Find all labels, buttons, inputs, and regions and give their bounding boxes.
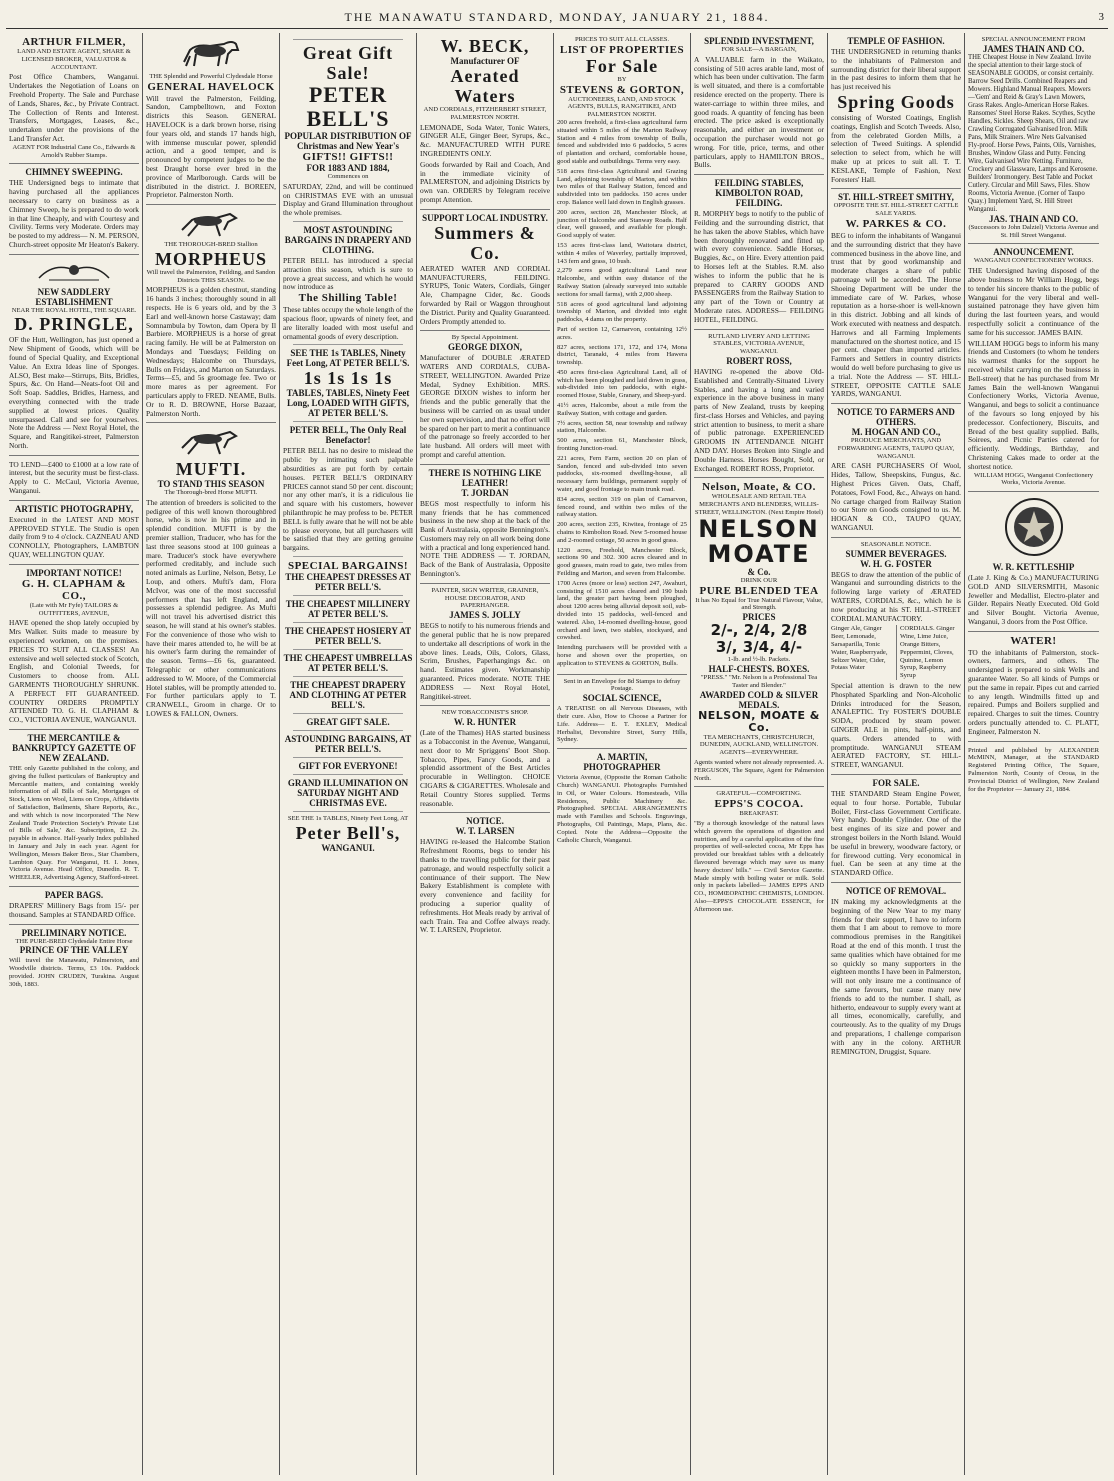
- bell-name: PETER BELL'S: [306, 82, 390, 131]
- bell-final: Peter Bell's,: [295, 822, 401, 843]
- summers-body: AERATED WATER AND CORDIAL MANUFACTURERS, FEILDING. SYRUPS, Tonic Waters, Cordials, Ginger Ale, Champagne Cider, &c. Goods forwarded by Rail or Waggon throughout the District. Purity and Quality Guaranteed. Orders Promptly attended to.: [420, 263, 550, 326]
- bell-body: SATURDAY, 22nd, and will be continued on CHRISTMAS EVE with an unusual Display and Grand Illumination throughout the whole premises.: [283, 181, 413, 218]
- column-3: [280, 33, 417, 1475]
- hogan-sub: PRODUCE MERCHANTS, AND FORWARDING AGENTS, TAUPO QUAY, WANGANUI.: [837, 437, 955, 460]
- ad-foster: [831, 538, 961, 775]
- column-7: [828, 33, 965, 1475]
- tables-loaded: TABLES, TABLES, Ninety Feet Long, LOADED WITH GIFTS, AT PETER BELL'S.: [286, 388, 410, 419]
- ad-mufti: [146, 423, 276, 723]
- nelson-merchants: TEA MERCHANTS, CHRISTCHURCH, DUNEDIN, AUCKLAND, WELLINGTON.: [699, 733, 819, 749]
- pringle-name: D. PRINGLE,: [14, 314, 134, 335]
- ad-temple-fashion: [831, 33, 961, 189]
- ad-hogan: [831, 404, 961, 538]
- splendid: SPLENDID INVESTMENT,: [704, 36, 814, 46]
- ad-summers: [420, 210, 550, 332]
- list-item: 827 acres, sections 171, 172, and 174, Mona district, Taranaki, 4 miles from Hawera township.: [557, 343, 687, 367]
- see-1s: SEE THE 1s TABLES, Ninety Feet Long, AT: [287, 814, 409, 822]
- nelson-drink: DRINK OUR: [740, 576, 778, 584]
- horse-icon: [176, 36, 246, 70]
- ad-kettleship: [968, 492, 1099, 632]
- mufti-sub: The Thorough-bred Horse MUFTI.: [164, 489, 258, 497]
- social-title: SOCIAL SCIENCE,: [582, 693, 662, 704]
- filmer-sub: LAND AND ESTATE AGENT, SHARE & LICENSED BROKER, VALUATOR & ACCOUNTANT.: [17, 48, 131, 71]
- page-number: 3: [1098, 11, 1104, 23]
- nelson-chests: HALF-CHESTS. BOXES.: [708, 664, 810, 675]
- clapham-name: G. H. CLAPHAM & CO.,: [21, 577, 127, 602]
- parkes-body: BEG to inform the inhabitants of Wanganui and the surrounding district that they have commenced business in the above line, and trust that by good workmanship and moderate charges a share of public patronage will be accorded. The Horse Shoeing Department will be under the immediate care of W. Parkes, whose reputation as a horse-shoer is well-known in this district. Jobbing and all kinds of Work executed with neatness and despatch. Harrows and all Farming Implements manufactured on the shortest notice, and 15 per cent. cheaper than imported articles. Farmers and Settlers in country districts would do well before purchasing to give us a trial. Note the Address — ST. HILL-STREET, OPPOSITE CATTLE SALE YARDS, WANGANUI.: [831, 230, 961, 399]
- nelson-press: "PRESS." "Mr. Nelson is a Professional Tea Taster and Blender.": [700, 674, 818, 689]
- ad-lend: [9, 456, 139, 501]
- imprint-text: Printed and published by ALEXANDER McMINN, Manager, at the STANDARD Registered Printing Office, The Square, Palmerston North, County of Oroua, in the Provincial District of Wellington, New Zealand for the Proprietor — January 21, 1884.: [968, 746, 1099, 793]
- removal: NOTICE OF REMOVAL.: [845, 885, 947, 896]
- pringle-body: OF the Hutt, Wellington, has just opened a New Shipment of Goods, which will be found of Special Quality, and Exceptional Value. An Extra Ideas line of Sponges. ALSO, Best make—Stirrups, Bits, Bridles, Spurs, &c. On Hand—Neats-foot Oil and Soft Soap. Saddles, Bridles, Harness, and everything connected with the trade supplied at lowest prices. Quality unsurpassed. Call and see for yourselves. Note the Address — Next Royal Hotel, the Square, and Rangitikei-street, Palmerston North.: [9, 335, 139, 450]
- clapham-body: HAVE opened the shop lately occupied by Mrs Walker. Suits made to measure by experienced workmen, on the premises. PRICES TO SUIT ALL CLASSES! An extensive and well selected stock of Scotch, English, and Colonial Tweeds, for Customers to choose from. ALL GARMENTS THOROUGHLY SHRUNK. A PERFECT FIT GUARANTEED. COUNTRY ORDERS PROMPTLY ATTENDED TO. G. H. CLAPHAM & CO., VICTORIA AVENUE, WANGANUI.: [9, 618, 139, 725]
- column-8: [965, 33, 1102, 1475]
- ad-paper-bags: [9, 887, 139, 925]
- announce: ANNOUNCEMENT.: [993, 247, 1074, 258]
- spring-body: consisting of Worsted Coatings, English coatings, English and Scotch Tweeds. Also, from the celebrated Gorden Mills, a selection of Tweed Suitings. A splendid selection to select from, which he will make up at prices to suit all. T. T. KESLAKE, Temple of Fashion, Next Foresters' Hall.: [831, 112, 961, 184]
- stables-title: FEILDING STABLES, KIMBOLTON ROAD, FEILDING.: [714, 178, 804, 209]
- thain-body: THE Cheapest House in New Zealand. Invite the special attention to their large stock of SEASONABLE GOODS, or consist certainly. Barrow Seed Drills. Combined Reapers and Mowers. Highland Manual Reapers. Mowers—'Gem' and Reid & Gray's Lawn Mowers, Grass Rakes. Anglo-American Horse Rakes. Ransomes' Steel Horse Rakes. Scythes, Scythe Handles, Sickles. Sheep Shears, Oil and raw Crawling Corrugated Galvanised Iron. Milk Pans, Milk Strainers. Wire Nets Galvanised Fly-proof. Horse Pews, Paints, Oils, Varnishes, Brushes, Window Glass and Putty. Fencing Wire, Galvanised Wire Netting. Furniture, Crockery and Glassware, Lamps and Kerosene. Builders' Ironmongery. Best Table and Pocket Cutlery. Circular and Mill Saws, Files. Show Rooms, Victoria Avenue. (Corner of Taupo Quay.) Implement Yard, St. Hill Street Wanganui.: [968, 53, 1098, 213]
- foster-body2: Special attention is drawn to the new Phosphated Sparkling and Non-Alcoholic Drinks introduced for the Season, ANALEPTIC. Try FOSTER'S DOUBLE SODA, produced by steam power. GINGER ALE in pints, half-pints, and quarts. Orders attended to with promptitude. WANGANUI STEAM AERATED FACTORY, ST. HILL-STREET, WANGANUI.: [831, 681, 961, 770]
- ad-social: [557, 675, 687, 750]
- prince-name: PRINCE OF THE VALLEY: [19, 945, 129, 956]
- ones: 1s 1s 1s 1s: [303, 368, 393, 389]
- cordials-left: Ginger Ale, Ginger Beer, Lemonade, Sarsaparilla, Tonic Water, Raspberryade, Seltzer Water, Cider, Potass Water: [831, 625, 888, 672]
- lend-body: TO LEND—£400 to £1000 at a low rate of interest, but the security must be first-class. Apply to C. McCaul, Victoria Avenue, Wanganui.: [9, 459, 139, 496]
- nelson-price-row-1: 2/-, 2/4, 2/8: [710, 621, 808, 640]
- summers: Summers & Co.: [434, 222, 536, 263]
- great-gift: GREAT GIFT SALE.: [306, 716, 390, 727]
- property-list: [557, 119, 687, 668]
- thain-name: JAMES THAIN AND CO.: [982, 43, 1085, 54]
- clapham-sub: (Late with Mr Fyfe) TAILORS & OUTFITTERS, AVENUE,: [29, 601, 119, 617]
- list-item: Part of section 12, Carnarvon, containing 12½ acres.: [557, 325, 687, 341]
- ad-water: [968, 632, 1099, 742]
- gifts: GIFTS!! GIFTS!!: [302, 151, 394, 163]
- ad-removal: [831, 883, 961, 1060]
- ad-chimney: [9, 164, 139, 254]
- ad-dixon: [420, 331, 550, 464]
- ad-engine-sale: [831, 775, 961, 883]
- thain-special: SPECIAL ANNOUNCEMENT FROM: [981, 36, 1086, 43]
- ad-larsen: [420, 813, 550, 939]
- list-item: 41½ acres, Halcombe, about a mile from the Railway Station, with cottage and garden.: [557, 402, 687, 417]
- for-sale: For Sale: [585, 55, 659, 76]
- cheapest-umbrellas: THE CHEAPEST UMBRELLAS AT PETER BELL'S.: [283, 652, 413, 673]
- morpheus-name: MORPHEUS: [154, 248, 267, 269]
- bell-commences: Commences on: [327, 173, 369, 180]
- see-tables: SEE THE 1s TABLES, Ninety Feet Long, AT PETER BELL'S.: [286, 348, 410, 369]
- paper-title: PAPER BAGS.: [44, 889, 104, 900]
- hogg-body: WILLIAM HOGG begs to inform his many friends and Customers (to whom he tenders his warmest thanks for the support he received whilst carrying on the business in Bell-street) that he has purchased from Mr James Bain the well-known Wanganui Confectionery Works, Victoria Avenue, Wanganui, and begs to solicit a continuance of the favours so long enjoyed by his predecessor. Confectionery, Biscuits, and Bread of the best quality supplied. Balls, Soirees, and Picnic Parties catered for efficiently. Weddings, Birthday, and Christening Cakes made to order at the shortest notice.: [968, 338, 1099, 471]
- forsale-body: THE STANDARD Steam Engine Power, equal to four horse. Portable, Tubular Boiler, First-class Government Certificate. Very handy. Double Cylinder. One of the best engines of its size and power and strongest boilers in the North Island. Would be useful in brewery, woodware factory, or for firewood cutting. Very economical in fuel. Can be seen at any time at the STANDARD Office.: [831, 788, 961, 878]
- paper-body: DRAPERS' Millinery Bags from 15/- per thousand. Samples at STANDARD Office.: [9, 900, 139, 919]
- fashion: TEMPLE OF FASHION.: [847, 36, 945, 46]
- list-item: 1220 acres, Freehold, Manchester Block, sections 90 and 302. 300 acres cleared and in good grasses, main road to gate, two miles from Feilding and Marton, and seven from Halcombe.: [557, 546, 687, 578]
- filmer-title: ARTHUR FILMER,: [22, 36, 126, 48]
- list-title: LIST OF PROPERTIES: [559, 43, 685, 56]
- masthead: [6, 6, 1108, 29]
- martin-sub: PHOTOGRAPHER: [583, 762, 661, 773]
- column-1: [6, 33, 143, 1475]
- rutland-title: RUTLAND LIVERY AND LETTING STABLES, VICTORIA AVENUE, WANGANUI.: [708, 332, 810, 356]
- forsale: FOR SALE.: [872, 777, 920, 788]
- masthead-title: THE MANAWATU STANDARD, MONDAY, JANUARY 21, 1884.: [344, 9, 770, 24]
- nelson-price-row-2: 3/, 3/4, 4/-: [715, 638, 803, 657]
- smithy: ST. HILL-STREET SMITHY,: [838, 192, 954, 203]
- col5-header: PRICES TO SUIT ALL CLASSES.: [574, 36, 670, 43]
- water-body: TO the inhabitants of Palmerston, stock-owners, farmers, and others. The undersigned is prepared to sink Wells and guarantee Water. So all kinds of Pumps or put the same in repair. Pipes cut and carried to any length. Windmills fitted up and repaired. Pumps and Boilers supplied and repaired. Charges to suit the times. Country orders punctually attended to. C. PLATT, Engineer, Palmerston N.: [968, 647, 1099, 736]
- bell-sub: POPULAR DISTRIBUTION OF Christmas and New Year's: [284, 131, 412, 151]
- column-6: [691, 33, 828, 1475]
- aerated: Aerated Waters: [450, 66, 520, 106]
- cheapest-millinery: THE CHEAPEST MILLINERY AT PETER BELL'S.: [285, 598, 411, 619]
- martin-body: Victoria Avenue, (Opposite the Roman Catholic Church) WANGANUI. Photographs Furnished in Oil, or Water Colours. Homesteads, Villa Residences, Public Machinery &c. Photographed. SPECIAL ARRANGEMENTS made with Families and Schools. Engravings, Photographs, Oil Paintings, Maps, Plans, &c. Copied. Note the Address—Opposite the Catholic Church, Wanganui.: [557, 774, 687, 844]
- thain-foot: JAS. THAIN AND CO.: [988, 213, 1079, 224]
- nelson-name2: NELSON, MOATE & Co.: [698, 708, 820, 734]
- grand: GRAND ILLUMINATION ON SATURDAY NIGHT AND CHRISTMAS EVE.: [287, 777, 409, 808]
- conf: WANGANUI CONFECTIONERY WORKS.: [973, 257, 1094, 265]
- foster-body: BEGS to draw the attention of the public of Wanganui and surrounding districts to the following large variety of ÆRATED WATERS, CORDIALS, &c., which he is now producing at his ST. HILL-STREET CORDIAL MANUFACTORY.: [831, 569, 961, 623]
- martin-name: A. MARTIN,: [596, 752, 648, 763]
- nelson-sub: WHOLESALE AND RETAIL TEA MERCHANTS AND BLENDERS, WILLIS-STREET, WELLINGTON. (Next Empire Hotel): [694, 493, 824, 517]
- cheapest-drapery: THE CHEAPEST DRAPERY AND CLOTHING AT PETER BELL'S.: [289, 679, 407, 710]
- bell-body3: PETER BELL has no desire to mislead the public by intimating such palpable absurdities as are put forth by certain houses. PETER BELL'S ORDINARY PRICES cannot stand 50 per cent. discount; nor any other man's, it is a ridiculous lie and square with his customers, however philanthropic he may profess to be. PETER BELL is fully aware that he will not be able to please everyone, but all purchasers will be satisfied that they are getting genuine bargains.: [283, 446, 413, 553]
- dixon-title: By Special Appointment.: [451, 334, 519, 342]
- havelock-body: Will travel the Palmerston, Feilding, Sandon, Campbelltown, and Foxton districts this Season. GENERAL HAVELOCK is a dark brown horse, rising four years old, and stands 17 hands high, with immense muscular power, splendid action, and a good temper, and is pronounced by competent judges to be the best Draught horse ever bred in the province of Marlborough. Cards will be distributed in the district. J. BOREEN, Proprietor. Palmerston North.: [146, 93, 276, 200]
- gift-title: Great Gift Sale!: [302, 43, 394, 83]
- cordials-table: [831, 625, 961, 680]
- racehorse-icon: [176, 208, 246, 238]
- astounding: ASTOUNDING BARGAINS, AT PETER BELL'S.: [284, 733, 412, 754]
- hogan-notice: NOTICE TO FARMERS AND OTHERS.: [837, 407, 955, 428]
- imprint: [968, 742, 1099, 798]
- bain-body: THE Undersigned having disposed of the above business to Mr William Hogg, begs to tender his sincere thanks to the public of Wanganui for the very liberal and well-sustained patronage they have given him during the last fourteen years, and would respectfully solicit a continuance of the same for his successor. JAMES BAIN.: [968, 266, 1099, 337]
- leather-title: THERE IS NOTHING LIKE LEATHER!: [428, 467, 542, 488]
- beck-list: LEMONADE, Soda Water, Tonic Waters, GINGER ALE, Ginger Beer, Syrups, &c., &c. MANUFACTURED WITH PURE INGREDIENTS ONLY.: [420, 122, 550, 158]
- nelson-big2: MOATE: [707, 539, 811, 568]
- ad-saddlery: [9, 255, 139, 456]
- jolly-body: BEGS to notify to his numerous friends and the general public that he is now prepared to undertake all descriptions of work in the above lines. Leads, Oils, Colors, Glass, Scrim, Brushes, Paperhangings &c. on hand. Estimates given. Workmanship guaranteed. Prices moderate. NOTE THE ADDRESS — Next Royal Hotel, Rangitikei-street.: [420, 621, 550, 701]
- bell-for: FOR 1883 AND 1884,: [306, 163, 390, 173]
- nelson-per: 1-lb. and ½-lb. Packets.: [727, 656, 791, 664]
- notice-title: IMPORTANT NOTICE!: [26, 567, 122, 578]
- seasonable: SEASONABLE NOTICE.: [860, 540, 932, 548]
- ad-parkes: [831, 189, 961, 404]
- ad-gazette: [9, 730, 139, 887]
- list-item: 221 acres, Fern Farm, section 20 on plan of Sandon, fenced and sub-divided into seven paddocks, six-roomed dwelling-house, all necessary farm buildings, permanent supply of water, and good frontage to main trunk road.: [557, 454, 687, 494]
- columns: [6, 33, 1108, 1475]
- ad-peter-bell: [283, 33, 413, 857]
- smithy-sub: OPPOSITE THE ST. HILL-STREET CATTLE SALE YARDS.: [833, 202, 959, 218]
- list-item: 450 acres first-class Agricultural Land, all of which has been ploughed and laid down in grass, sub-divided into ten paddocks, with eight-roomed House, Stable, Granary, and Sheep-yard.: [557, 368, 687, 400]
- cheapest-dresses: THE CHEAPEST DRESSES AT PETER BELL'S.: [285, 571, 411, 592]
- list-item: 200 acres freehold, a first-class agricultural farm situated within 5 miles of the Marton Railway Station and 4 miles from township of Bulls, fenced and subdivided into 6 paddocks, 5 acres of plantation and orchard, comfortable house, good stable and outbuildings. Terms very easy.: [557, 118, 687, 165]
- ad-beck: [420, 33, 550, 210]
- ross-body: HAVING re-opened the above Old-Established and Centrally-Situated Livery Stables, and having a long and varied experience in the above business in many parts of New Zealand, trusts by keeping first-class Horses and Vehicles, and paying strict attention to business, to merit a share of public patronage. EXPERIENCED GROOMS IN ATTENDANCE NIGHT AND DAY. Horses Broken into Single and Double Harness. Horses Bought, Sold, or Exchanged. ROBERT ROSS, Proprietor.: [694, 366, 824, 473]
- havelock-intro: THE Splendid and Powerful Clydesdale Horse: [149, 72, 273, 80]
- mufti-name: MUFTI.: [175, 459, 247, 480]
- removal-body: IN making my acknowledgments at the beginning of the New Year to my many friends for their support, I have to inform them that I am about to remove to more commodious premises in the Rangitikei Road at the end of this month. I trust the same qualities which have obtained for me so quickly so many supporters in the eighteen months I have been in Palmerston, will not only insure me a continuance of the same favours, but cause many new friends to add to the number. I shall, as hitherto, endeavour to supply every want at all times, economically, carefully, and courteously. As to the quality of my Drugs and preparations, I challenge comparison with any in the colony. ARTHUR REMINGTON, Druggist, Square.: [831, 896, 961, 1056]
- jolly-title: PAINTER, SIGN WRITER, GRAINER, HOUSE DECORATOR, AND PAPERHANGER.: [431, 586, 539, 610]
- ad-investment: [694, 33, 824, 175]
- mufti-body: The attention of breeders is solicited to the pedigree of this well known thoroughbred horse, who is now in his prime and in splendid condition. MUFTI is by the premier stallion, Traducer, who has for the last three seasons stood at 100 guineas a mare. Traducer's stock have everywhere performed creditably, and include such noted animals as Lurline, Nelson, Betsy, Le Loup, and others. Mufti's dam, Flora McIvor, was one of the most successful performers that has left England, and possesses a splendid pedigree. As Mufti will not travel his advertised district this season, he will stand at his owner's stables. For the convenience of those who wish to have their mares attended to, he will be at his owner's farm during the remainder of the season. Terms—£6 6s, guaranteed. Telegraphic or other communications addressed to W. Moore, of the Commercial Hotel stables, will be promptly attended to. For further particulars apply to T. CRANWELL, Groom in charge. Or to LOWES & FALLON, Owners.: [146, 497, 276, 719]
- ad-filmer: [9, 33, 139, 164]
- shilling-body: These tables occupy the whole length of the spacious floor, upwards of ninety feet, and are literally loaded with most useful and ornamental goods of every description.: [283, 305, 413, 341]
- jordan-name: T. JORDAN: [461, 487, 509, 498]
- gazette-title: THE MERCANTILE & BANKRUPTCY GAZETTE OF NEW ZEALAND.: [12, 733, 136, 764]
- jolly-name: JAMES S. JOLLY: [449, 610, 521, 621]
- ad-havelock: [146, 33, 276, 205]
- tobacco-title: NEW TOBACCONIST'S SHOP.: [441, 709, 529, 717]
- shilling: The Shilling Table!: [298, 292, 398, 305]
- ad-jolly: [420, 584, 550, 707]
- ad-jordan: [420, 465, 550, 584]
- list-item: 2,279 acres good agricultural Land near Halcombe, and within easy distance of the Railway Station (already surveyed into suitable sections for small farms), with 2,000 sheep.: [557, 267, 687, 298]
- hogg-sig: WILLIAM HOGG, Wanganui Confectionery Works, Victoria Avenue.: [973, 471, 1094, 487]
- sweep-body: THE Undersigned begs to intimate that having purchased all the appliances necessary to carry on business as a Chimney Sweep, he is prepared to do work in that line Cheaply, and with Courtesy and Civility. Terms very Moderate. Orders may be posted to my address— N. M. PERSON, Church-street opposite Mr Heaton's Bakery.: [9, 178, 139, 249]
- epps-break: BREAKFAST.: [739, 810, 779, 818]
- mufti-head: TO STAND THIS SEASON: [157, 479, 265, 490]
- column-2: [143, 33, 280, 1475]
- nelson-name: Nelson, Moate, & CO.: [702, 481, 816, 494]
- photo-title: ARTISTIC PHOTOGRAPHY,: [14, 503, 134, 514]
- cordials-right: CORDIALS. Ginger Wine, Lime Juice, Orange Bitters, Peppermint, Cloves, Quinine, Lemon Syrup, Raspberry Syrup: [896, 625, 961, 680]
- photo-body: Executed in the LATEST AND MOST APPROVED STYLE. The Studio is open daily from 9 to 4 o'clock. CAZNEAU AND CONNOLLY, Photographers, LAMBTON QUAY, WELLINGTON QUAY.: [9, 514, 139, 560]
- saddlery-sub: NEAR THE ROYAL HOTEL, THE SQUARE.: [11, 306, 137, 314]
- beck-body: AND CORDIALS, FITZHERBERT STREET, PALMERSTON NORTH.: [423, 106, 547, 121]
- list-item: 200 acres, section 235, Kiwitea, frontage of 25 chains to Kimbolton Road. New 5-roomed house and 2-roomed cottage, 50 acres in good grass.: [557, 521, 687, 544]
- jordan-body: BEGS most respectfully to inform his many friends that he has commenced business in the new shop at the back of the Bank of Australasia, opposite Bennington's. Customers may rely on all work being done with a practical and long experienced hand. NOTE THE ADDRESS — T. JORDAN, Back of the Bank of Australasia, Opposite Bennington's.: [420, 498, 550, 579]
- stables-body: R. MORPHY begs to notify to the public of Feilding and the surrounding district, that he has taken the above Stables, which have been thoroughly renovated and fitted up with every convenience. Saddle Horses, Buggies, &c., on Hire. Every attention paid to Horses left at the Stables. R.M. also wishes to inform the public that he is prepared to CARRY GOODS AND PASSENGERS from the Railway Station to any part of the Town or Country at Moderate rates. ADDRESS— FEILDING HOTEL, FEILDING.: [694, 209, 824, 324]
- bargains: MOST ASTOUNDING BARGAINS IN DRAPERY AND CLOTHING.: [284, 224, 412, 255]
- stallion-icon: [176, 426, 246, 456]
- hunter-body: (Late of the Thames) HAS started business as a Tobacconist in the Avenue, Wanganui, next door to Mr Spriggens' Boot Shop. Tobacco, Pipes, Fancy Goods, and a splendid assortment of the Best Articles procurable in Wellington. CHOICE CIGARS & CIGARETTES. Wholesale and Retail Country Stores supplied. Terms reasonable.: [420, 728, 550, 808]
- ad-photography: [9, 501, 139, 565]
- epps-name: EPPS'S COCOA.: [714, 798, 804, 811]
- list-item: 518 acres of good agricultural land adjoining township of Marton, and divided into eight paddocks, 4 dams on the property.: [557, 300, 687, 324]
- sweep-title: CHIMNEY SWEEPING.: [25, 167, 123, 178]
- nelson-co: & Co.: [747, 566, 771, 577]
- prince-body: THE PURE-BRED Clydesdale Entire Horse: [15, 937, 133, 945]
- nelson-local: Agents wanted where not already represented. A. FERGUSON, The Square, Agent for Palmerston North.: [694, 759, 824, 782]
- by: BY: [617, 75, 627, 83]
- beck-name: W. BECK,: [440, 36, 530, 56]
- ad-stevens-gorton: [557, 33, 687, 675]
- nelson-tea: PURE BLENDED TEA: [699, 584, 819, 597]
- ad-ross: [694, 330, 824, 479]
- water: WATER!: [1010, 634, 1057, 647]
- hogan-name: M. HOGAN AND CO.,: [851, 427, 941, 438]
- kettle-name: W. R. KETTLESHIP: [992, 561, 1075, 572]
- list-item: 7½ acres, section 58, near township and railway station, Halcombe.: [557, 419, 687, 435]
- parkes-name: W. PARKES & CO.: [845, 217, 947, 230]
- bell-body2: PETER BELL has introduced a special attraction this season, which is sure to prove a great success, and which he would now introduce as: [283, 255, 413, 292]
- gazette-body: THE only Gazette published in the colony, and giving the fullest particulars of Bankruptcy and Mercantile matters, and containing weekly information of all Bills of Sale, Mortgages of Stock, Liens on Wool, Liens on Crops, Affidavits of Satisfaction, Bailments, Share Reports, &c., and with which is now incorporated 'The New Zealand Trade Protection Society's Private List of Bills of Sale,' &c. Subscription, £2 2s. payable in advance. Half-yearly Index published in January and July in each year. Agent for Wellington, Messrs Baker Bros., Star Chambers, Lambton Quay. For Wanganui, H. I. Jones, Victoria Avenue. Head Office, Dunedin. R. T. WHEELER, Advertising Agency, Stafford-street.: [9, 765, 139, 882]
- list-item: 200 acres, section 28, Manchester Block, at junction of Halcombe and Stanway Roads. Half clear, well grassed, and available for plough. Good supply of water.: [557, 208, 687, 240]
- havelock-name: GENERAL HAVELOCK: [147, 80, 275, 93]
- morpheus-body: MORPHEUS is a golden chestnut, standing 16 hands 3 inches; thoroughly sound in all respects. He is 6 years old, and by the 3 Earl and well-known horse Castaway; dam Somnambula by Towton, dam Opera by Il Barbiere. MORPHEUS is a horse of great racing family. He will be at Palmerston on Mondays and Tuesdays; Feilding on Wednesdays; Halcombe on Thursdays, Bulls on Fridays, and Marton on Saturdays. Terms—£5, and 5s groomage fee. Two or more mares as per agreement. For particulars apply to FRED. NEAME, Bulls. Or to R. D. BROWNE, Horse Bazaar, Palmerston North.: [146, 285, 276, 418]
- dixon-body: Manufacturer of DOUBLE ÆRATED WATERS AND CORDIALS, CUBA-STREET, WELLINGTON. Awarded Prize Medal, Sydney Exhibition. MRS. GEORGE DIXON wishes to inform her friends and the public generally that the business will be carried on as usual under her own supervision, and that no effort will be spared on her part to merit a continuance of the patronage so freely accorded to her late husband. All orders will meet with prompt and careful attention.: [420, 353, 550, 459]
- hunter-name: W. R. HUNTER: [453, 717, 517, 728]
- filmer-body: Post Office Chambers, Wanganui. Undertakes the Negotiation of Loans on Freehold Property. The Sale and Purchase of Lands, Shares, &c., by Private Contract. The Collection of Rents and Interest. Transfers, Mortgages, Leases, &c., undertaken under the provisions of the Land Transfer Act.: [9, 72, 139, 143]
- ad-hunter: [420, 706, 550, 813]
- list-item: Intending purchasers will be provided with a horse and shown over the properties, on application to STEVENS & GORTON, Bulls.: [557, 644, 687, 667]
- ad-feilding-stables: [694, 175, 824, 329]
- morpheus-intro: THE THOROUGH-BRED Stallion: [164, 240, 258, 248]
- invest-body: A VALUABLE farm in the Waikato, consisting of 510 acres arable land, most of which has been under cultivation. The farm is well situated, and there is a comfortable residence erected on the property. There is water-carriage to within three miles, and good roads. A quantity of fencing has been erected. The price asked is exceptionally reasonable, and either an investment or occupation the purchaser would not go wrong. For title, price, terms, and other particulars, apply to HAMILTON BROS., Bulls.: [694, 54, 824, 170]
- dixon-name: GEORGE DIXON,: [447, 342, 522, 353]
- prince-foot: Will travel the Manawatu, Palmerston, and Woodville districts. Terms, £3 10s. Paddock provided. JOHN CRUDEN, Turakina. August 30th, 1883.: [9, 957, 139, 988]
- ad-clapham: [9, 565, 139, 730]
- nelson-awarded: AWARDED COLD & SILVER MEDALS.: [699, 689, 819, 710]
- list-item: 153 acres first-class land, Waitotara district, within 4 miles of Waverley, partially improved, 143 fern and grass, 10 bush.: [557, 241, 687, 265]
- foster-name: W. H. G. FOSTER: [860, 558, 932, 569]
- column-5: [554, 33, 691, 1475]
- larsen-body: HAVING re-leased the Halcombe Station Refreshment Rooms, begs to tender his thanks to the travelling public for their past patronage, and would respectfully solicit a continuance of their support. The New Bakery Establishment is complete with every convenience and facility for producing a superior quality of refreshments. Hot Meals ready by arrival of each Train. Tea and Coffee always ready. W. T. LARSEN, Proprietor.: [420, 837, 550, 935]
- epps-grateful: GRATEFUL—COMFORTING.: [716, 790, 802, 798]
- firm: STEVENS & GORTON,: [559, 83, 685, 96]
- ad-morpheus: [146, 205, 276, 423]
- larsen-name: W. T. LARSEN: [455, 826, 515, 837]
- nelson-agents: AGENTS—EVERYWHERE.: [719, 749, 799, 757]
- epps-body: "By a thorough knowledge of the natural laws which govern the operations of digestion and nutrition, and by a careful application of the fine properties of well-selected cocoa, Mr Epps has provided our breakfast tables with a delicately flavoured beverage which may save us many heavy doctors' bills." — Civil Service Gazette. Made simply with boiling water or milk. Sold only in packets labelled— JAMES EPPS AND CO., HOMŒOPATHIC CHEMISTS, LONDON. Also—EPPS'S CHOCOLATE ESSENCE, for Afternoon use.: [694, 820, 824, 913]
- cheapest-hosiery: THE CHEAPEST HOSIERY AT PETER BELL'S.: [284, 625, 412, 646]
- ad-prince: [9, 925, 139, 993]
- ad-martin: [557, 749, 687, 848]
- column-4: [417, 33, 554, 1475]
- hogan-body: ARE CASH PURCHASERS Of Wool, Hides, Tallow, Sheepskins, Fungus, &c. Highest Prices Given. Oats, Chaff, Potatoes, Fowl Food, &c., Always on hand. No cartage charged from Railway Station to our Store on Goods consigned to us. M. HOGAN & CO., TAUPO QUAY, WANGANUI.: [831, 461, 961, 533]
- filmer-agent: AGENT FOR Industrial Cane Co., Edwards & Arnold's Rubber Stamps.: [12, 143, 136, 159]
- medal-icon: [1002, 495, 1066, 559]
- nelson-claim: It has No Equal for True Natural Flavour, Value, and Strength.: [695, 596, 823, 612]
- list-item: 1700 Acres (more or less) section 247, Awahuri, consisting of 1510 acres cleared and 190 bush land, the greater part having been ploughed, about 1200 acres being alluvial deposit soil, sub-divided into 15 paddocks, well-fenced and watered. Also, 14-roomed dwelling-house, good orchard and lawn, two stables, stockyard, and cowshed.: [557, 579, 687, 642]
- ad-nelson-moate: [694, 478, 824, 787]
- nelson-prices-label: PRICES: [742, 612, 776, 623]
- larsen-title: NOTICE.: [466, 816, 504, 827]
- firm-sub: AUCTIONEERS, LAND, AND STOCK AGENTS, BULLS, RANGITIKEI, AND PALMERSTON NORTH.: [567, 95, 677, 119]
- saddlery-emblem-icon: [29, 258, 119, 284]
- ross-name: ROBERT ROSS,: [726, 355, 792, 366]
- tip: Sent in an Envelope for 8d Stamps to defray Postage.: [563, 677, 681, 693]
- spring: Spring Goods: [837, 91, 955, 112]
- bell-town: WANGANUI.: [321, 842, 375, 853]
- gift-everyone: GIFT FOR EVERYONE!: [298, 760, 398, 771]
- thain-foot-sub: (Successors to John Dalziel) Victoria Avenue and St. Hill Street Wanganui.: [968, 223, 1099, 239]
- ad-confectionery: [968, 244, 1099, 492]
- list-item: 518 acres first-class Agricultural and Grazing Land, adjoining township of Marton, and within two miles of that Railway Station, fenced and subdivided into ten paddocks. 150 acres under crop. Balance well laid down in English grasses.: [557, 167, 687, 206]
- social-body: A TREATISE on all Nervous Diseases, with their cure. Also, How to Choose a Partner for Life. Address— E. T. EXLEY, Medical Herbalist, Devonshire Street, Surry Hills, Sydney.: [557, 705, 687, 744]
- bargain: FOR SALE—A BARGAIN,: [721, 46, 797, 53]
- saddlery-title: NEW SADDLERY ESTABLISHMENT: [35, 286, 113, 307]
- prelim-title: PRELIMINARY NOTICE.: [21, 927, 127, 938]
- ad-thain: [968, 33, 1099, 244]
- special-bargains: SPECIAL BARGAINS!: [287, 559, 409, 572]
- list-item: 500 acres, section 61, Manchester Block, fronting Junction-road.: [557, 437, 687, 453]
- kettle-body: (Late J. King & Co.) MANUFACTURING GOLD AND SILVERSMITH, Masonic Jeweller and Medallist, Electro-plater and Gilder. Repairs Neatly Executed. Old Gold and Silver Bought. Victoria Avenue, Wanganui, 3 doors from the Post Office.: [968, 572, 1099, 626]
- summer: SUMMER BEVERAGES.: [845, 548, 947, 559]
- beck-foot: Goods forwarded by Rail and Coach, And in the immediate vicinity of PALMERSTON, and adjoining Districts by own van. ORDERS by Telegram receive prompt Attention.: [420, 159, 550, 204]
- support: SUPPORT LOCAL INDUSTRY.: [422, 212, 548, 223]
- list-item: 834 acres, section 319 on plan of Carnarvon, fenced round, and within two miles of the railway station.: [557, 495, 687, 519]
- fashion-body: THE UNDERSIGNED in returning thanks to the inhabitants of Palmerston and surrounding district for their liberal support in the past desires to inform them that he has just received his: [831, 47, 961, 92]
- morpheus-sub: Will travel the Palmerston, Feilding, and Sandon Districts THIS SEASON.: [146, 268, 276, 284]
- nelson-big1: NELSON: [698, 514, 820, 543]
- beck-sub: Manufacturer OF: [450, 56, 520, 66]
- bell-only: PETER BELL, The Only Real Benefactor!: [289, 425, 407, 446]
- ad-epps: [694, 787, 824, 917]
